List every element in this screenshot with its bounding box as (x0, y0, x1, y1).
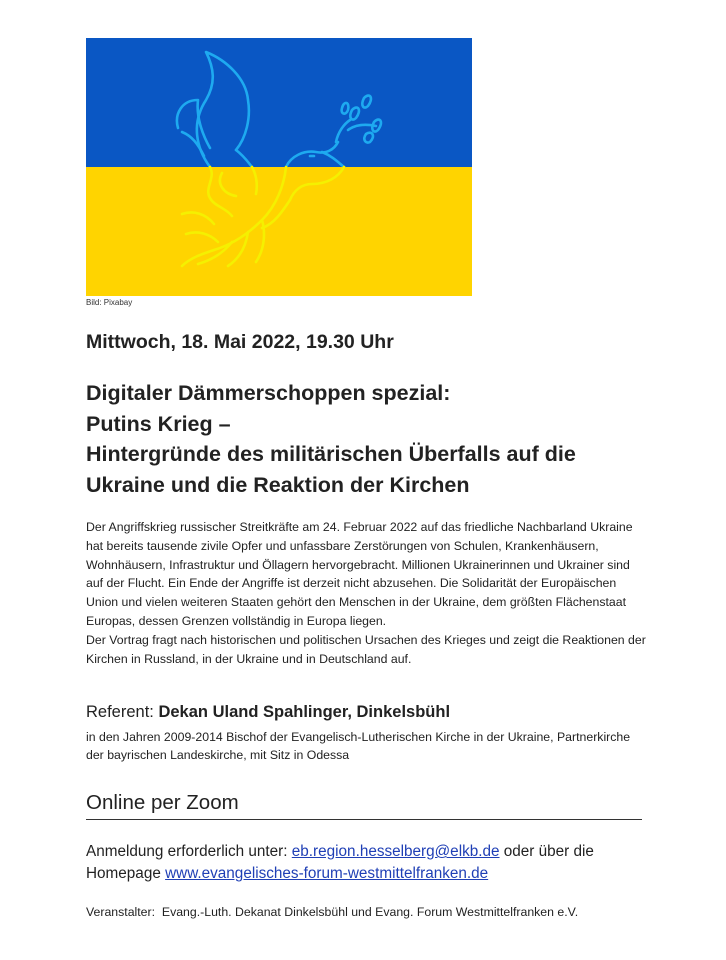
signup-middle: oder über die Homepage (86, 843, 594, 882)
flag-yellow-stripe (86, 167, 472, 296)
event-description (86, 518, 646, 668)
referent-label: Referent: (86, 703, 159, 721)
homepage-link[interactable]: www.evangelisches-forum-westmittelfranken.de (165, 864, 489, 882)
description-paragraph: Der Angriffskrieg russischer Streitkräfte am 24. Februar 2022 auf das friedliche Nachbarland Ukraine hat bereits tausende zivile Opfer und unfassbare Zerstörungen von Schulen, Krankenhäusern, Wohnhäusern, Infrastruktur und Öllagern hervorgebracht. Millionen Ukrainerinnen und Ukrainer sind auf der Flucht. Ein Ende der Angriffe ist derzeit nicht abzusehen. Die Solidarität der Europäischen Union und vielen weiteren Staaten gehört den Menschen in der Ukraine, dem größten Flächenstaat Europas, dessen Grenzen vollständig in Europa liegen. (86, 520, 633, 628)
image-caption: Bild: Pixabay (86, 298, 133, 307)
peace-dove-icon (86, 38, 472, 296)
event-title-line: Ukraine und die Reaktion der Kirchen (86, 472, 470, 497)
event-title (86, 378, 686, 500)
section-divider (86, 819, 642, 820)
online-heading: Online per Zoom (86, 791, 239, 814)
referent-name: Dekan Uland Spahlinger, Dinkelsbühl (158, 703, 451, 721)
flag-blue-stripe (86, 38, 472, 167)
signup-email-link[interactable]: eb.region.hesselberg@elkb.de (291, 843, 500, 860)
referent-heading (86, 703, 450, 722)
event-title-line: Hintergründe des militärischen Überfalls auf die (86, 442, 576, 466)
organizer-line: Veranstalter: Evang.-Luth. Dekanat Dinkelsbühl und Evang. Forum Westmittelfranken e.V. (86, 905, 579, 919)
event-title-line: Putins Krieg – (86, 411, 231, 436)
event-title-line: Digitaler Dämmerschoppen spezial: (86, 381, 451, 405)
ukraine-flag-image (86, 38, 472, 296)
event-date: Mittwoch, 18. Mai 2022, 19.30 Uhr (86, 331, 394, 353)
description-paragraph: Der Vortrag fragt nach historischen und politischen Ursachen des Krieges und zeigt die Reaktionen der Kirchen in Russland, in der Ukraine und in Deutschland auf. (86, 632, 646, 666)
referent-description: in den Jahren 2009-2014 Bischof der Evangelisch-Lutherischen Kirche in der Ukraine, Partnerkirche der bayrischen Landeskirche, mit Sitz in Odessa (86, 730, 631, 762)
signup-prefix: Anmeldung erforderlich unter: (86, 843, 292, 860)
signup-info (86, 841, 666, 884)
